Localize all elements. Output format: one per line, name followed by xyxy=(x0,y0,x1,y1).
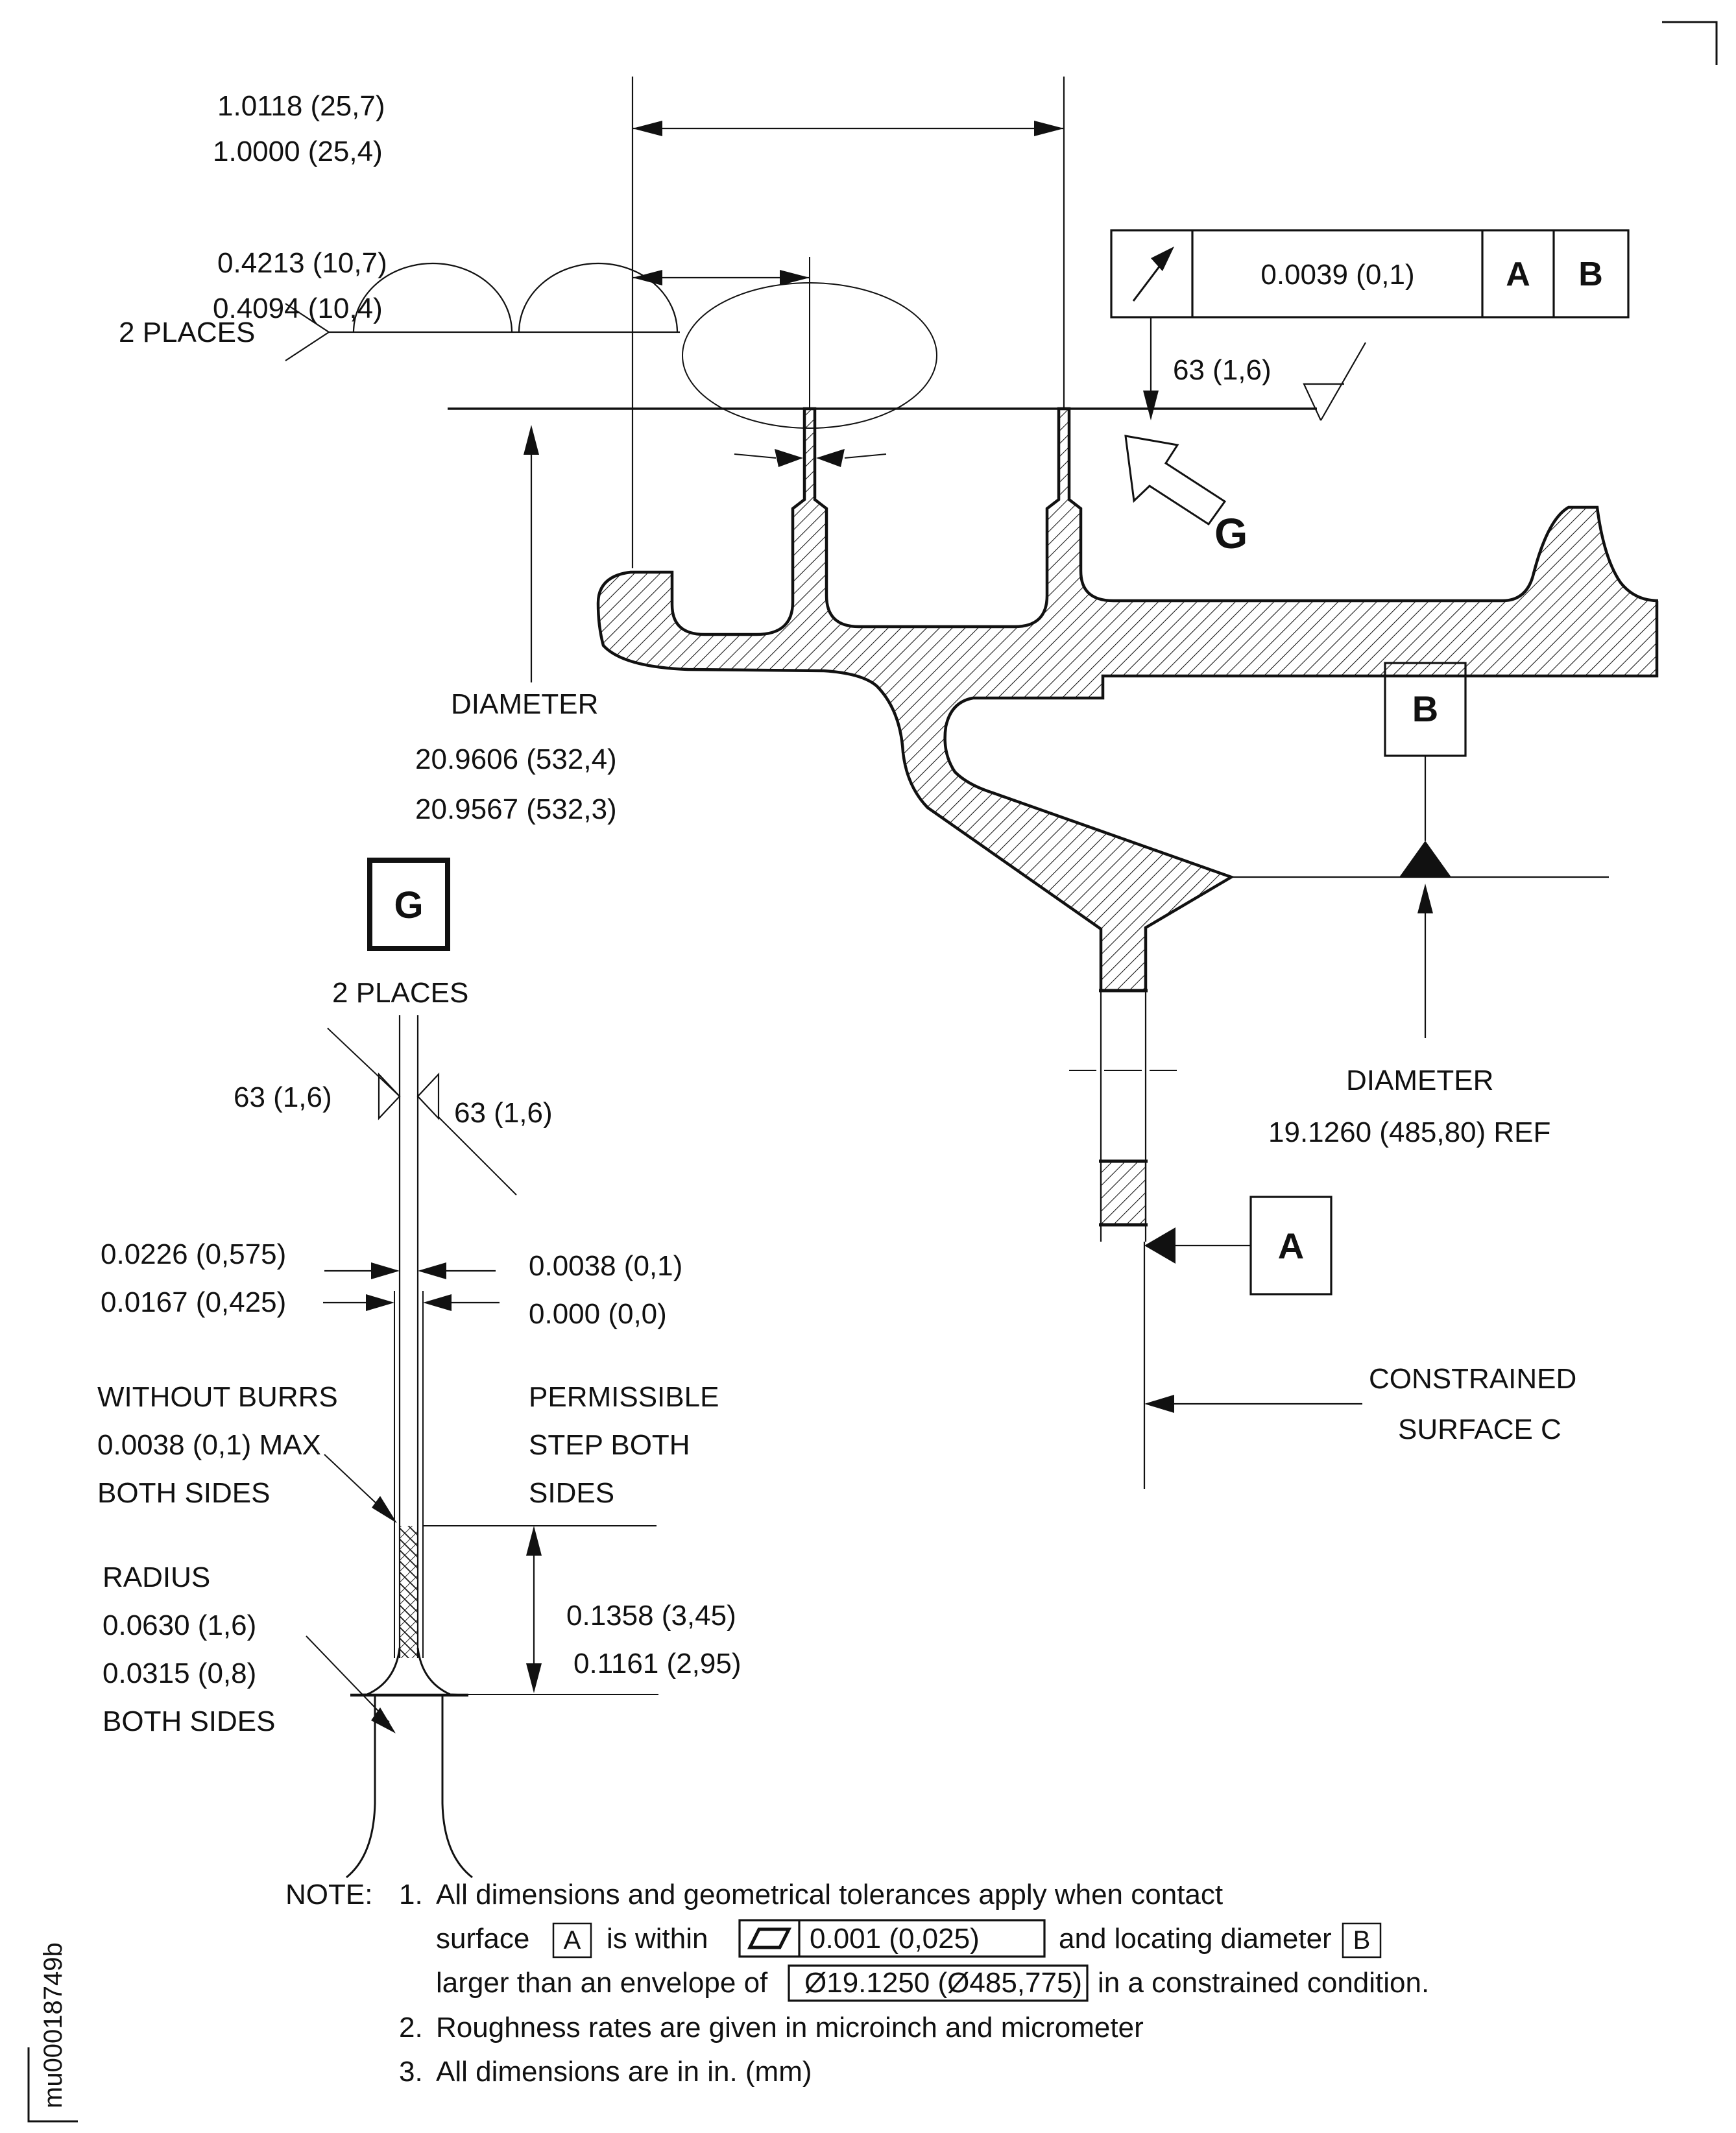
dim-pitch-lower-max: 0.4213 (10,7) xyxy=(217,247,387,279)
note-3-num: 3. xyxy=(399,2056,423,2088)
note-1-line2-pre: surface xyxy=(436,1923,530,1955)
part-cross-section xyxy=(598,409,1658,991)
note-1-line2-mid: is within xyxy=(607,1923,708,1955)
roughness-icon xyxy=(418,1074,439,1118)
arrowhead xyxy=(1417,884,1433,913)
note-envelope-value: Ø19.1250 (Ø485,775) xyxy=(804,1967,1083,1999)
datum-a-label: A xyxy=(1277,1225,1305,1266)
radius-leader xyxy=(306,1636,389,1722)
tip-crosshatch-band xyxy=(400,1526,418,1658)
arrowhead xyxy=(524,425,539,455)
notes-block xyxy=(285,1879,1429,2088)
arrowhead xyxy=(1034,121,1064,136)
note-datum-a: A xyxy=(563,1926,581,1955)
arrowhead xyxy=(366,1294,394,1311)
roughness-top-value: 63 (1,6) xyxy=(1173,354,1272,386)
note-1-line1: All dimensions and geometrical tolerances apply when contact xyxy=(436,1879,1224,1910)
fcf-datum-b: B xyxy=(1578,256,1603,293)
shank-flare xyxy=(346,1803,375,1877)
arrowhead xyxy=(775,449,803,467)
dim-tip-height-min: 0.1161 (2,95) xyxy=(573,1648,741,1680)
burrs-note-3: BOTH SIDES xyxy=(97,1477,271,1509)
note-2-text: Roughness rates are given in microinch and micrometer xyxy=(436,2012,1144,2043)
dim-width-max: 0.0226 (0,575) xyxy=(101,1238,287,1270)
dim-step-note-3: SIDES xyxy=(529,1477,615,1509)
roughness-right-value: 63 (1,6) xyxy=(454,1097,553,1129)
tip-arrow-tail xyxy=(734,454,776,458)
corner-mark-top-right xyxy=(1662,22,1717,65)
flatness-icon xyxy=(750,1929,789,1947)
leader-fork xyxy=(285,332,329,361)
dia-shroud-max: 20.9606 (532,4) xyxy=(415,743,617,775)
dim-width-min: 0.0167 (0,425) xyxy=(101,1286,287,1318)
radius-note-1: RADIUS xyxy=(102,1561,211,1593)
arrowhead xyxy=(418,1262,446,1279)
view-arrow-g-label: G xyxy=(1214,509,1248,557)
note-2-num: 2. xyxy=(399,2012,423,2043)
runout-icon xyxy=(1133,264,1161,301)
shank-flare xyxy=(442,1803,472,1877)
note-1-line2-post: and locating diameter xyxy=(1059,1923,1332,1955)
note-flatness-value: 0.001 (0,025) xyxy=(810,1923,980,1955)
datum-triangle xyxy=(1399,841,1451,877)
dim-pitch-upper-max: 1.0118 (25,7) xyxy=(217,90,385,122)
note-1-line3-pre: larger than an envelope of xyxy=(436,1967,768,1999)
note-1-num: 1. xyxy=(399,1879,423,1910)
places-top-label: 2 PLACES xyxy=(119,317,256,348)
arrowhead xyxy=(816,449,845,467)
dim-tip-height-max: 0.1358 (3,45) xyxy=(566,1600,736,1632)
arrowhead xyxy=(372,1496,397,1523)
roughness-leader xyxy=(328,1028,400,1096)
dia-bore-value: 19.1260 (485,80) REF xyxy=(1268,1116,1551,1148)
burrs-note-2: 0.0038 (0,1) MAX xyxy=(97,1429,321,1461)
blade-flare xyxy=(352,1648,400,1695)
dia-shroud-title: DIAMETER xyxy=(451,688,599,720)
arrowhead xyxy=(526,1663,542,1693)
detail-g-label: G xyxy=(394,884,424,926)
roughness-left-value: 63 (1,6) xyxy=(234,1081,332,1113)
note-3-text: All dimensions are in in. (mm) xyxy=(436,2056,812,2088)
dim-pitch-lower-min: 0.4094 (10,4) xyxy=(213,293,383,324)
dim-step-note-2: STEP BOTH xyxy=(529,1429,690,1461)
note-datum-b: B xyxy=(1353,1926,1371,1955)
places-bottom-label: 2 PLACES xyxy=(332,977,469,1009)
radius-note-2: 0.0630 (1,6) xyxy=(102,1609,257,1641)
stem-bottom-block xyxy=(1101,1161,1146,1225)
arrowhead xyxy=(423,1294,452,1311)
dim-step-note-1: PERMISSIBLE xyxy=(529,1381,719,1413)
radius-note-4: BOTH SIDES xyxy=(102,1705,276,1737)
radius-note-3: 0.0315 (0,8) xyxy=(102,1657,257,1689)
note-label: NOTE: xyxy=(285,1879,373,1910)
tip-arrow-tail xyxy=(845,454,886,458)
arrowhead xyxy=(1144,1395,1174,1413)
roughness-leader xyxy=(439,1117,516,1195)
view-arrow-G xyxy=(1126,436,1225,524)
arrowhead xyxy=(1143,391,1159,420)
arrowhead xyxy=(526,1526,542,1556)
dim-step-max: 0.0038 (0,1) xyxy=(529,1250,683,1282)
burrs-note-1: WITHOUT BURRS xyxy=(97,1381,338,1413)
note-1-line3-post: in a constrained condition. xyxy=(1098,1967,1430,1999)
arrowhead xyxy=(633,121,662,136)
fcf-datum-a: A xyxy=(1506,256,1530,293)
datum-triangle xyxy=(1144,1227,1175,1264)
roughness-icon xyxy=(379,1074,400,1118)
dim-pitch-upper-min: 1.0000 (25,4) xyxy=(213,136,383,167)
fcf-value: 0.0039 (0,1) xyxy=(1260,259,1415,291)
dia-shroud-min: 20.9567 (532,3) xyxy=(415,793,617,825)
dim-step-min: 0.000 (0,0) xyxy=(529,1298,667,1330)
datum-b-label: B xyxy=(1412,688,1439,729)
watermark-id: mu00018749b xyxy=(39,1942,67,2108)
blade-flare xyxy=(418,1648,466,1695)
constrained-label-1: CONSTRAINED xyxy=(1369,1363,1577,1395)
runout-icon xyxy=(1151,247,1174,271)
arrowhead xyxy=(371,1262,400,1279)
constrained-label-2: SURFACE C xyxy=(1398,1414,1561,1445)
dia-bore-title: DIAMETER xyxy=(1346,1065,1494,1096)
